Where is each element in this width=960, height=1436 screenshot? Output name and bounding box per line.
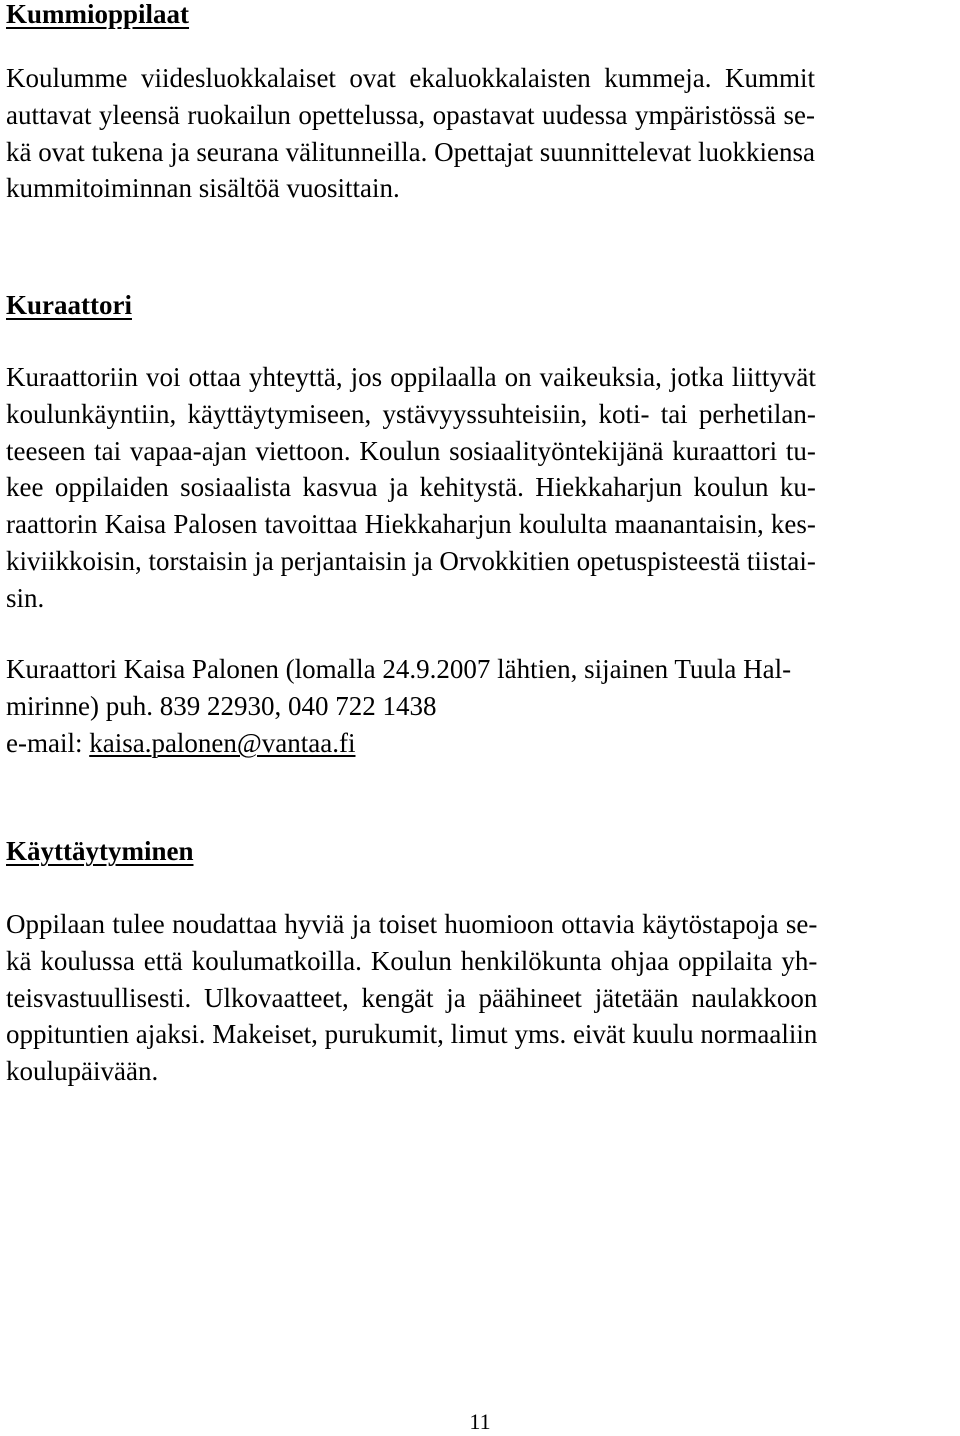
text-line: mirinne) puh. 839 22930, 040 722 1438 bbox=[6, 690, 437, 721]
text-line: teisvastuullisesti. Ulkovaatteet, kengät ja päähineet jätetään naulakkoon bbox=[6, 982, 818, 1013]
text-line: raattorin Kaisa Palosen tavoittaa Hiekkaharjun koululta maanantaisin, kes- bbox=[6, 509, 816, 540]
text-line: koulupäivään. bbox=[6, 1056, 159, 1087]
heading-kuraattori: Kuraattori bbox=[6, 290, 132, 320]
text-line: oppituntien ajaksi. Makeiset, purukumit, limut yms. eivät kuulu normaaliin bbox=[6, 1019, 818, 1050]
paragraph-kayttaytyminen bbox=[6, 906, 817, 1090]
text-line: kee oppilaiden sosiaalista kasvua ja kehitystä. Hiekkaharjun koulun ku- bbox=[6, 472, 816, 503]
heading-kayttaytyminen: Käyttäytyminen bbox=[6, 836, 194, 866]
paragraph-kummioppilaat bbox=[6, 60, 815, 207]
text-line: Oppilaan tulee noudattaa hyviä ja toiset huomioon ottavia käytöstapoja se- bbox=[6, 909, 818, 939]
text-line: kä koulussa että koulumatkoilla. Koulun henkilökunta ohjaa oppilaita yh- bbox=[6, 945, 818, 976]
email-label: e-mail: bbox=[6, 727, 90, 758]
paragraph-kuraattori bbox=[6, 359, 816, 617]
email-link[interactable]: kaisa.palonen@vantaa.fi bbox=[89, 727, 356, 758]
text-line: Koulumme viidesluokkalaiset ovat ekaluokkalaisten kummeja. Kummit bbox=[6, 63, 815, 93]
text-line: Kuraattoriin voi ottaa yhteyttä, jos oppilaalla on vaikeuksia, jotka liittyvät bbox=[6, 362, 816, 392]
text-line: auttavat yleensä ruokailun opettelussa, opastavat uudessa ympäristössä se- bbox=[6, 99, 815, 130]
text-line: kiviikkoisin, torstaisin ja perjantaisin ja Orvokkitien opetuspisteestä tiistai- bbox=[6, 545, 816, 576]
text-line: sin. bbox=[6, 582, 45, 613]
text-line: Kuraattori Kaisa Palonen (lomalla 24.9.2007 lähtien, sijainen Tuula Hal- bbox=[6, 654, 792, 684]
text-line: teeseen tai vapaa-ajan viettoon. Koulun sosiaalityöntekijänä kuraattori tu- bbox=[6, 435, 816, 466]
email-line bbox=[6, 725, 791, 762]
paragraph-kuraattori-contact bbox=[6, 651, 791, 761]
page-number: 11 bbox=[469, 1409, 491, 1434]
heading-kummioppilaat: Kummioppilaat bbox=[6, 0, 190, 29]
text-line: kummitoiminnan sisältöä vuosittain. bbox=[6, 173, 400, 204]
text-line: kä ovat tukena ja seurana välitunneilla. Opettajat suunnittelevat luokkiensa bbox=[6, 136, 815, 167]
text-line: koulunkäyntiin, käyttäytymiseen, ystävyyssuhteisiin, koti- tai perhetilan- bbox=[6, 398, 816, 429]
